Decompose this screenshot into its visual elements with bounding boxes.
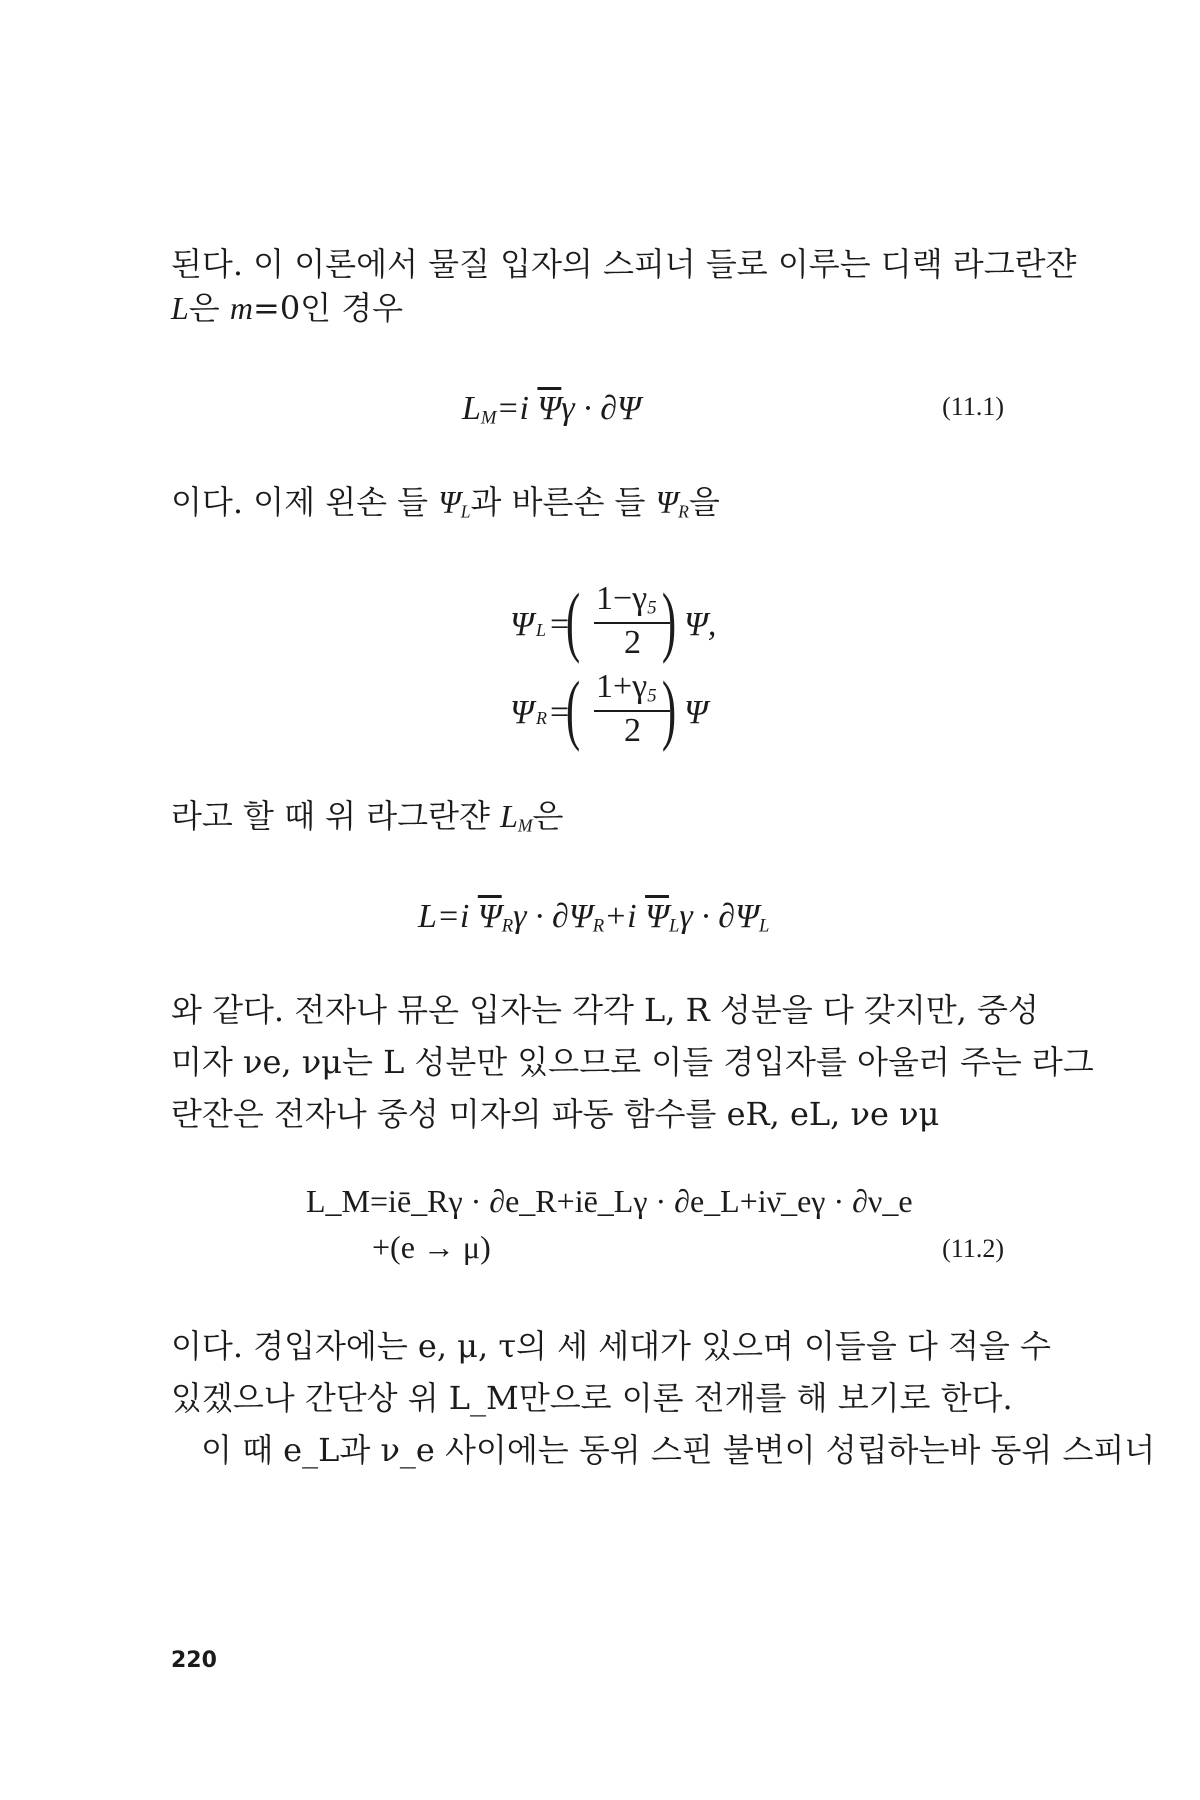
- eq1-psibar: $\overline{\Psi}$: [537, 390, 562, 427]
- text-line-2: [171, 288, 403, 328]
- psi-R: Ψ: [655, 484, 679, 520]
- projection-right: [510, 665, 710, 758]
- equation-chiral: [418, 896, 769, 948]
- text-line4-b: 은: [532, 797, 564, 835]
- eq2-s2: R: [592, 915, 605, 937]
- para3-line-2: 있겠으나 간단상 위 L_M만으로 이론 전개를 해 보기로 한다.: [171, 1379, 1013, 1417]
- proj1-psi: Ψ: [510, 606, 534, 643]
- equation-11-1: [462, 388, 641, 440]
- equation-number-11-1: (11.1): [942, 392, 1004, 421]
- text-eun: 은: [188, 289, 230, 327]
- proj2-rparen: ): [661, 665, 677, 752]
- text-line3-b: 과 바른손 들: [470, 483, 656, 521]
- proj1-num: $1-\gamma_5$: [596, 580, 657, 619]
- para2-line-2: 미자 νe, νμ는 L 성분만 있으므로 이들 경입자를 아울러 주는 라그: [171, 1043, 1094, 1081]
- psi-R-sub: R: [678, 501, 689, 522]
- text-line3-c: 을: [688, 483, 720, 521]
- proj2-tail: Ψ: [684, 694, 708, 731]
- para2-line-1: 와 같다. 전자나 뮤온 입자는 각각 L, R 성분을 다 갖지만, 중성: [171, 991, 1039, 1029]
- proj2-den: 2: [624, 712, 641, 749]
- eq1-rest: γ · ∂Ψ: [561, 390, 641, 427]
- proj2-num: $1+\gamma_5$: [596, 668, 657, 707]
- proj1-eq: =: [550, 606, 570, 643]
- text-line3-a: 이다. 이제 왼손 들: [171, 483, 439, 521]
- proj2-eq: =: [550, 694, 570, 731]
- proj1-rparen: ): [661, 577, 677, 664]
- proj1-lparen: (: [565, 577, 581, 664]
- psi-L: Ψ: [438, 484, 461, 520]
- projection-left: [510, 577, 717, 670]
- proj1-tail: Ψ,: [684, 606, 717, 643]
- text-condition: =0인 경우: [253, 289, 404, 327]
- proj2-sub: R: [536, 708, 547, 728]
- eq2-b: γ · ∂Ψ: [513, 898, 593, 935]
- proj1-sub: L: [536, 620, 547, 640]
- eq1-i: =i: [496, 390, 538, 427]
- eq2-psi2: $\overline{\Psi}$: [645, 898, 669, 935]
- text-line4-a: 라고 할 때 위 라그란쟌: [171, 797, 501, 835]
- equation-11-2-line-1: L_M=iē_Rγ · ∂e_R+iē_Lγ · ∂e_L+iν̄_eγ · ∂ν_e: [306, 1183, 913, 1219]
- var-L: L: [171, 290, 189, 326]
- para3-line-1: 이다. 경입자에는 e, μ, τ의 세 세대가 있으며 이들을 다 적을 수: [171, 1327, 1051, 1365]
- proj2-psi: Ψ: [510, 694, 534, 731]
- text-line-4: [171, 796, 563, 845]
- text-line-1: 된다. 이 이론에서 물질 입자의 스피너 들로 이루는 디랙 라그란쟌: [171, 245, 1077, 283]
- eq2-a: L=i: [418, 898, 478, 935]
- eq1-lhs-sub: M: [480, 407, 497, 429]
- eq2-d: γ · ∂Ψ: [679, 898, 759, 935]
- equation-11-2-line-2: +(e → μ): [372, 1229, 491, 1265]
- line4-M: M: [517, 815, 533, 836]
- eq2-s4: L: [758, 915, 770, 937]
- page-number: 220: [171, 1648, 217, 1673]
- para4-line-1: 이 때 e_L과 ν_e 사이에는 동위 스핀 불변이 성립하는바 동위 스피너: [201, 1431, 1156, 1469]
- psi-L-sub: L: [460, 501, 471, 522]
- text-line-3: [171, 482, 720, 531]
- eq2-c: +i: [604, 898, 646, 935]
- proj2-lparen: (: [565, 665, 581, 752]
- var-m: m: [229, 290, 253, 326]
- para2-line-3: 란잔은 전자나 중성 미자의 파동 함수를 eR, eL, νe νμ: [171, 1095, 940, 1133]
- eq2-psi1: $\overline{\Psi}$: [477, 898, 502, 935]
- eq2-s3: L: [668, 915, 680, 937]
- equation-number-11-2: (11.2): [942, 1234, 1004, 1263]
- line4-L: L: [500, 798, 518, 834]
- proj1-den: 2: [624, 624, 641, 661]
- eq2-s1: R: [501, 915, 514, 937]
- eq1-lhs: L: [462, 390, 481, 427]
